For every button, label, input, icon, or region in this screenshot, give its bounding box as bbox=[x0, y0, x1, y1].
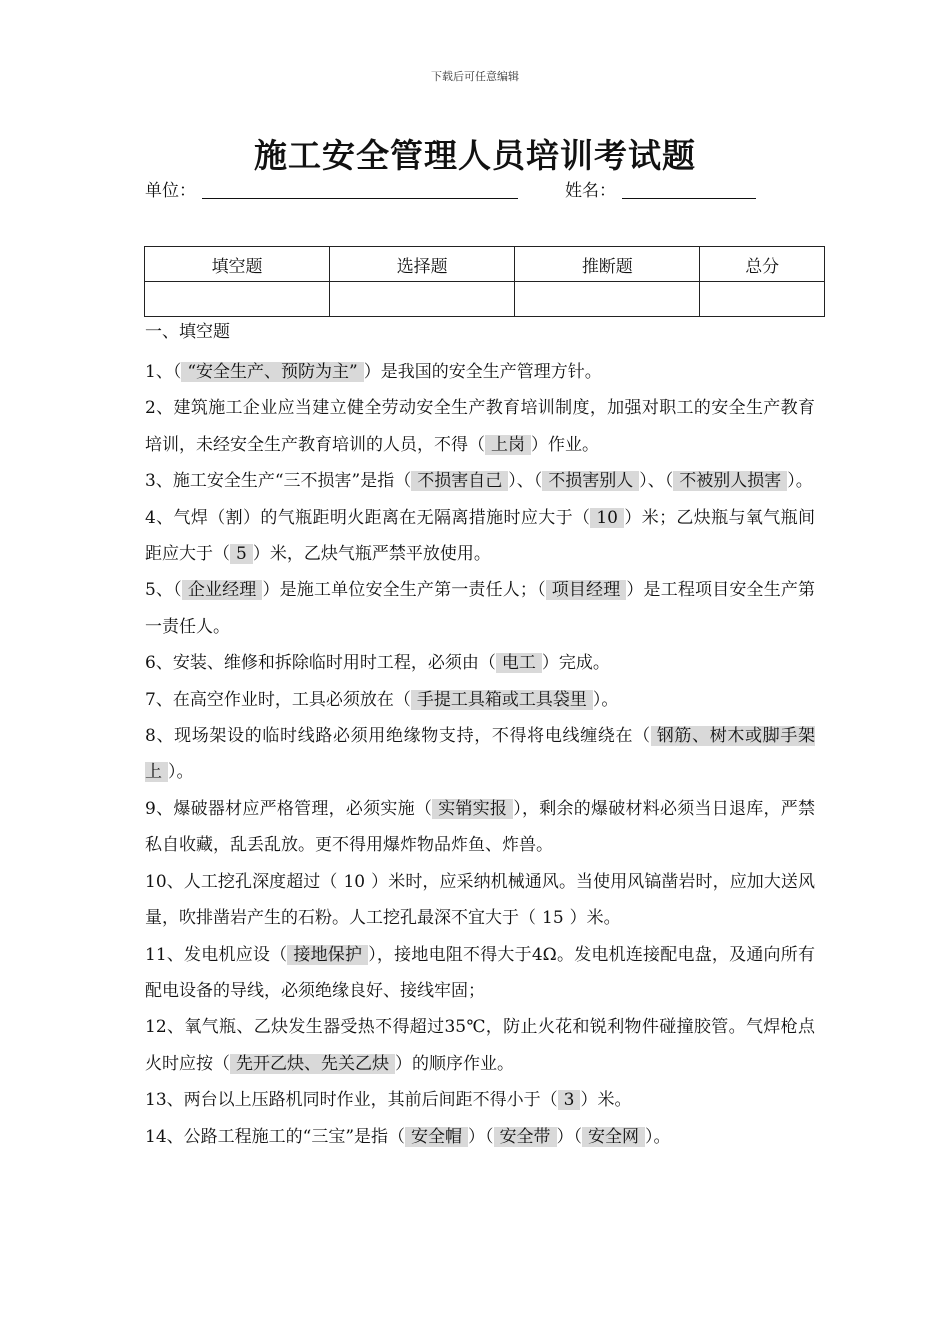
score-value-row bbox=[145, 282, 825, 317]
answer-blank: 5 bbox=[230, 544, 253, 564]
answer-blank: “安全生产、预防为主” bbox=[181, 362, 363, 382]
question-12 bbox=[145, 1009, 815, 1082]
answer-blank: 10 bbox=[590, 508, 624, 528]
question-4 bbox=[145, 500, 815, 573]
question-text: ）完成。 bbox=[541, 653, 610, 674]
score-header-fill-blank: 填空题 bbox=[145, 247, 330, 282]
question-text: 2、建筑施工企业应当建立健全劳动安全生产教育培训制度，加强对职工的安全生产教育培训，未经安全生产教育培训的人员，不得（ bbox=[145, 398, 815, 455]
score-header-choice: 选择题 bbox=[330, 247, 515, 282]
info-row bbox=[145, 176, 845, 204]
name-label: 姓名： bbox=[565, 181, 616, 201]
question-text: ）米时，应采纳机械通风。当使用风镐凿岩时，应加大送风量，吹排凿岩产生的石粉。人工挖孔最深不宜大于（ bbox=[145, 871, 816, 929]
answer-blank: 实销实报 bbox=[432, 799, 513, 819]
question-14 bbox=[145, 1119, 815, 1155]
question-text: ）是施工单位安全生产第一责任人；（ bbox=[262, 580, 546, 601]
answer-value: 10 bbox=[343, 871, 366, 892]
score-cell-choice[interactable] bbox=[330, 282, 515, 317]
score-header-row bbox=[145, 247, 825, 282]
question-text: 9、爆破器材应严格管理，必须实施（ bbox=[145, 798, 433, 819]
question-text: ）（ bbox=[468, 1126, 494, 1147]
question-1 bbox=[145, 354, 815, 390]
answer-blank: 不被别人损害 bbox=[673, 471, 787, 491]
score-cell-judgement[interactable] bbox=[515, 282, 700, 317]
question-content bbox=[145, 318, 815, 1155]
question-text: ），剩余的爆破材料必须当日退库，严禁私自收藏，乱丢乱放。更不得用爆炸物品炸鱼、炸兽。 bbox=[145, 798, 816, 856]
question-6 bbox=[145, 645, 815, 681]
unit-fill-line[interactable] bbox=[202, 198, 518, 199]
question-11 bbox=[145, 937, 815, 1010]
question-text: ）（ bbox=[556, 1126, 583, 1147]
question-text: ）。 bbox=[592, 689, 619, 710]
answer-value: 15 bbox=[542, 908, 564, 929]
score-cell-total[interactable] bbox=[700, 282, 825, 317]
question-text: ）是工程项目安全生产第一责任人。 bbox=[145, 580, 816, 637]
page-title: 施工安全管理人员培训考试题 bbox=[254, 136, 696, 175]
answer-blank: 上岗 bbox=[485, 435, 531, 455]
name-fill-line[interactable] bbox=[622, 198, 756, 199]
question-text: ）、（ bbox=[639, 471, 674, 492]
answer-blank: 不损害别人 bbox=[542, 471, 639, 491]
question-text: 13、两台以上压路机同时作业，其前后间距不得小于（ bbox=[145, 1090, 558, 1111]
question-9 bbox=[145, 791, 815, 864]
question-text: 10、人工挖孔深度超过（ bbox=[145, 871, 338, 892]
question-text: 14、公路工程施工的“三宝”是指（ bbox=[145, 1126, 406, 1147]
question-text: ）米。 bbox=[580, 1090, 632, 1111]
score-header-total: 总分 bbox=[700, 247, 825, 282]
answer-blank: 企业经理 bbox=[182, 580, 263, 600]
answer-blank: 手提工具箱或工具袋里 bbox=[411, 690, 593, 710]
question-text: 8、现场架设的临时线路必须用绝缘物支持，不得将电线缠绕在（ bbox=[145, 726, 651, 747]
question-text: ）米。 bbox=[569, 908, 621, 929]
question-text: ）是我国的安全生产管理方针。 bbox=[363, 362, 602, 382]
question-text: ），接地电阻不得大于4Ω。发电机连接配电盘，及通向所有配电设备的导线，必须绝缘良好、接线牢固； bbox=[145, 944, 815, 1001]
question-text: 6、安装、维修和拆除临时用时工程，必须由（ bbox=[145, 653, 496, 674]
question-2 bbox=[145, 390, 815, 463]
answer-blank: 电工 bbox=[496, 653, 542, 673]
question-5 bbox=[145, 572, 815, 645]
section-title: 一、填空题 bbox=[145, 322, 230, 342]
question-text: ）作业。 bbox=[531, 434, 599, 455]
answer-blank: 先开乙炔、先关乙炔 bbox=[230, 1054, 395, 1074]
answer-blank: 安全带 bbox=[494, 1127, 557, 1147]
question-text: ）米，乙炔气瓶严禁平放使用。 bbox=[252, 544, 491, 565]
question-10 bbox=[145, 864, 815, 937]
question-text: 12、氧气瓶、乙炔发生器受热不得超过35℃，防止火花和锐利物件碰撞胶管。气焊枪点火时应按（ bbox=[145, 1017, 815, 1074]
question-text: 4、气焊（割）的气瓶距明火距离在无隔离措施时应大于（ bbox=[145, 507, 591, 528]
question-8 bbox=[145, 718, 815, 791]
answer-blank: 接地保护 bbox=[287, 945, 368, 965]
answer-blank: 钢筋、树木或脚手架上 bbox=[145, 726, 815, 783]
question-text: ）。 bbox=[787, 471, 813, 492]
score-header-judgement: 推断题 bbox=[515, 247, 700, 282]
answer-blank: 3 bbox=[558, 1090, 581, 1110]
question-text: 11、发电机应设（ bbox=[145, 944, 288, 965]
question-text: 1、（ bbox=[145, 362, 182, 382]
question-3 bbox=[145, 463, 815, 499]
question-text: ）的顺序作业。 bbox=[395, 1053, 514, 1074]
question-text: 3、施工安全生产“三不损害”是指（ bbox=[145, 471, 412, 492]
question-text: ）。 bbox=[645, 1126, 671, 1147]
question-text: ）、（ bbox=[508, 471, 543, 492]
question-7 bbox=[145, 682, 815, 718]
question-text: 7、在高空作业时，工具必须放在（ bbox=[145, 689, 411, 710]
score-cell-fill-blank[interactable] bbox=[145, 282, 330, 317]
answer-blank: 不损害自己 bbox=[411, 471, 508, 491]
answer-blank: 项目经理 bbox=[546, 580, 627, 600]
answer-blank: 安全帽 bbox=[405, 1127, 468, 1147]
question-text: ）。 bbox=[168, 762, 194, 783]
question-text: 5、（ bbox=[145, 580, 182, 601]
score-table bbox=[144, 246, 825, 317]
header-note: 下载后可任意编辑 bbox=[431, 70, 519, 83]
answer-blank: 安全网 bbox=[582, 1127, 645, 1147]
question-text: ）米；乙炔瓶与氧气瓶间距应大于（ bbox=[145, 507, 815, 565]
unit-label: 单位： bbox=[145, 181, 196, 201]
question-13 bbox=[145, 1082, 815, 1118]
